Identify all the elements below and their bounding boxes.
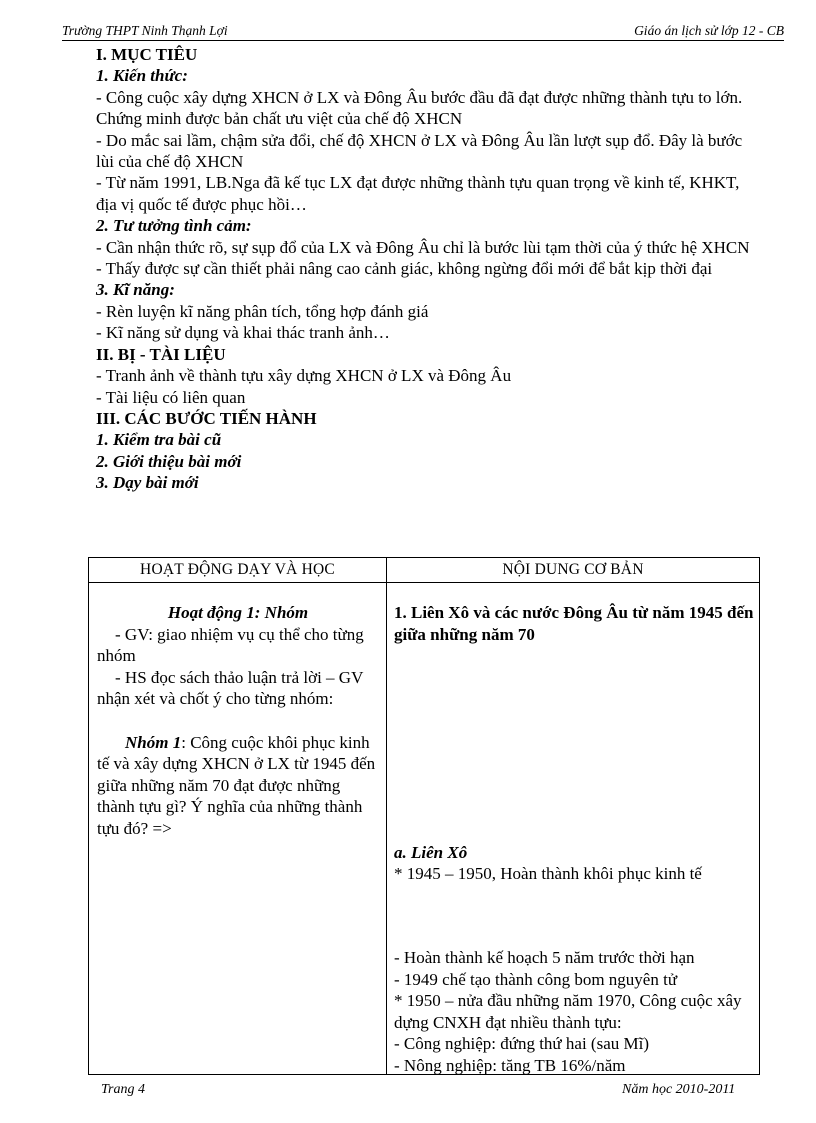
- activities-cell: [97, 602, 379, 840]
- table-header-content: NỘI DUNG CƠ BẢN: [502, 561, 644, 578]
- content-sub-a: a. Liên Xô: [394, 843, 468, 862]
- group-1-label: Nhóm 1: [125, 732, 182, 752]
- section-objectives-title: I. MỤC TIÊU: [96, 45, 198, 64]
- footer-year: Năm học 2010-2011: [622, 1082, 736, 1097]
- step-item: 3. Dạy bài mới: [96, 473, 199, 493]
- skills-item: - Rèn luyện kĩ năng phân tích, tổng hợp đánh giá: [96, 301, 429, 321]
- materials-item: - Tranh ảnh về thành tựu xây dựng XHCN ở LX và Đông Âu: [96, 366, 512, 386]
- section-materials-title: II. BỊ - TÀI LIỆU: [96, 344, 226, 364]
- content-points: [394, 947, 756, 1077]
- hs-task: - HS đọc sách thảo luận trả lời – GV nhận xét và chốt ý cho từng nhóm:: [97, 667, 364, 709]
- skills-item: - Kĩ năng sử dụng và khai thác tranh ảnh…: [96, 323, 390, 343]
- step-item: 1. Kiểm tra bài cũ: [96, 430, 222, 450]
- materials-item: - Tài liệu có liên quan: [96, 387, 246, 407]
- attitude-title: 2. Tư tưởng tình cảm:: [96, 216, 252, 236]
- group-1-question: [97, 732, 379, 840]
- attitude-item: - Thấy được sự cần thiết phải nâng cao cảnh giác, không ngừng đổi mới để bắt kịp thời đại: [96, 259, 713, 279]
- attitude-item: - Cần nhận thức rõ, sự sụp đổ của LX và Đông Âu chỉ là bước lùi tạm thời của ý thức hệ XHCN: [96, 237, 750, 257]
- step-item: 2. Giới thiệu bài mới: [96, 451, 242, 471]
- section-steps-title: III. CÁC BƯỚC TIẾN HÀNH: [96, 408, 317, 428]
- content-point: * 1950 – nửa đầu những năm 1970, Công cuộc xây dựng CNXH đạt nhiều thành tựu:: [394, 991, 742, 1032]
- knowledge-item: - Từ năm 1991, LB.Nga đã kế tục LX đạt được những thành tựu quan trọng về kinh tế, KHKT, địa vị quốc tế được phục hồi…: [96, 173, 740, 214]
- lesson-body: [96, 44, 756, 494]
- knowledge-item: - Do mắc sai lầm, chậm sửa đổi, chế độ XHCN ở LX và Đông Âu lần lượt sụp đổ. Đây là bước lùi của chế độ XHCN: [96, 130, 743, 172]
- spacer: [97, 710, 379, 732]
- group-1-text: : Công cuộc khôi phục kinh tế và xây dựng XHCN ở LX từ 1945 đến giữa những năm 70 đạt được những thành tựu gì? Ý nghĩa của những thành tựu đó? =>: [97, 732, 376, 838]
- column-divider: [386, 558, 387, 1074]
- page-header: [62, 22, 784, 41]
- content-point: - 1949 chế tạo thành công bom nguyên tử: [394, 969, 678, 989]
- knowledge-item: - Công cuộc xây dựng XHCN ở LX và Đông Âu bước đầu đã đạt được những thành tựu to lớn. Chứng minh được bản chất ưu việt của chế độ XHCN: [96, 87, 743, 129]
- header-divider: [89, 582, 759, 583]
- subject-name: Giáo án lịch sử lớp 12 - CB: [634, 23, 784, 38]
- footer-page: Trang 4: [101, 1082, 145, 1097]
- content-heading: 1. Liên Xô và các nước Đông Âu từ năm 1945 đến giữa những năm 70: [394, 603, 754, 644]
- content-point: - Nông nghiệp: tăng TB 16%/năm: [394, 1055, 626, 1075]
- skills-title: 3. Kĩ năng:: [96, 280, 175, 300]
- content-point: - Công nghiệp: đứng thứ hai (sau Mĩ): [394, 1034, 649, 1054]
- lesson-table: [88, 557, 760, 1075]
- activity-title: Hoạt động 1: Nhóm: [167, 603, 309, 622]
- knowledge-title: 1. Kiến thức:: [96, 66, 188, 86]
- gv-task: - GV: giao nhiệm vụ cụ thể cho từng nhóm: [97, 624, 364, 666]
- school-name: Trường THPT Ninh Thạnh Lợi: [62, 23, 228, 38]
- table-header-activities: HOẠT ĐỘNG DẠY VÀ HỌC: [140, 561, 335, 578]
- content-point: - Hoàn thành kế hoạch 5 năm trước thời hạn: [394, 948, 695, 967]
- content-period-1: * 1945 – 1950, Hoàn thành khôi phục kinh tế: [394, 864, 702, 883]
